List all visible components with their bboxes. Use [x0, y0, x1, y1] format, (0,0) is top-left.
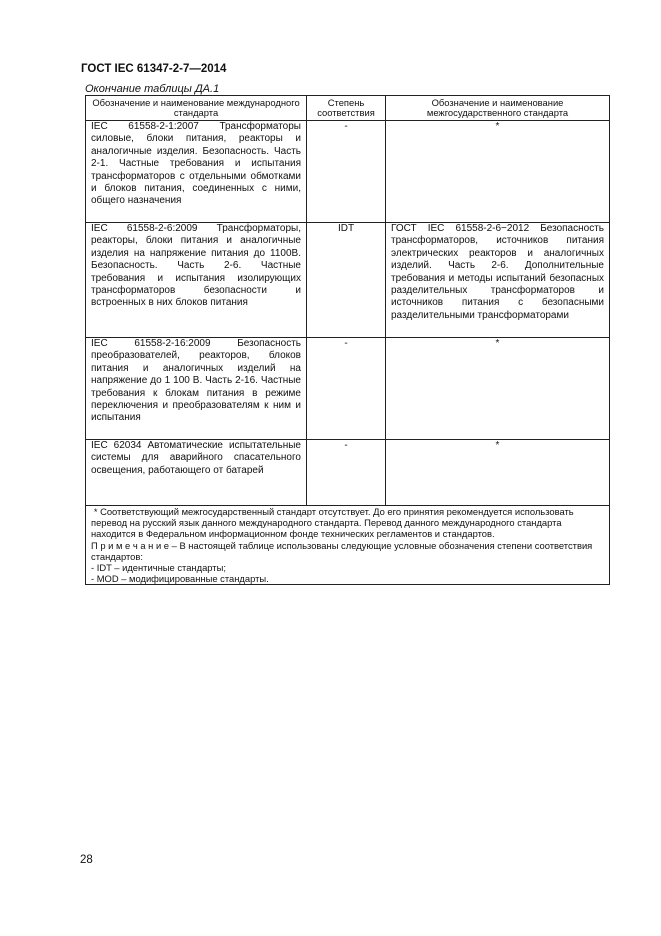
table-row [86, 338, 610, 440]
table-caption: Окончание таблицы ДА.1 [85, 83, 220, 95]
cell-interstate-standard: ГОСТ IEC 61558-2-6−2012 Безопасность трансформаторов, источников питания электрических реакторов и аналогичных изделий. Часть 2-6. Дополнительные требования и методы испытаний безопасных разделительных трансформаторов и источников питания с безопасными разделительными трансформаторами [386, 223, 610, 338]
table-notes-row [86, 506, 610, 585]
table-notes [86, 506, 610, 585]
cell-interstate-standard: * [386, 440, 610, 506]
column-header-interstate: Обозначение и наименование межгосударственного стандарта [386, 96, 610, 121]
table-row [86, 121, 610, 223]
cell-compliance-degree: IDT [307, 223, 386, 338]
cell-compliance-degree: - [307, 338, 386, 440]
column-header-international: Обозначение и наименование международного стандарта [86, 96, 307, 121]
cell-interstate-standard: * [386, 121, 610, 223]
footnote-text: * Соответствующий межгосударственный стандарт отсутствует. До его принятия рекомендуется использовать перевод на русский язык данного международного стандарта. Перевод данного международного стандарта находится в Федеральном информационном фонде технических регламентов и стандартов. [91, 506, 574, 540]
cell-international-standard: IEC 61558-2-6:2009 Трансформаторы, реакторы, блоки питания и аналогичные изделия на напряжение питания до 1100В. Безопасность. Часть 2-6. Частные требования и испытания изолирующих трансформаторов безопасности и встроенных в них блоков питания [86, 223, 307, 338]
table-header-row [86, 96, 610, 121]
cell-compliance-degree: - [307, 121, 386, 223]
table-row [86, 223, 610, 338]
page-number: 28 [80, 854, 93, 866]
note-intro: П р и м е ч а н и е – В настоящей таблице использованы следующие условные обозначения степени соответствия стандартов: [91, 539, 593, 562]
note-idt: - IDT – идентичные стандарты; [91, 562, 226, 574]
cell-international-standard: IEC 61558-2-1:2007 Трансформаторы силовые, блоки питания, реакторы и аналогичные изделия. Безопасность. Часть 2-1. Частные требования и испытания трансформаторов с отдельными обмотками и блоков питания, соединенных с ними, общего назначения [86, 121, 307, 223]
cell-interstate-standard: * [386, 338, 610, 440]
cell-international-standard: IEC 61558-2-16:2009 Безопасность преобразователей, реакторов, блоков питания и аналогичных изделий на напряжение до 1 100 В. Часть 2-16. Частные требования к блокам питания в режиме переключения и преобразователям к ним и испытания [86, 338, 307, 440]
cell-compliance-degree: - [307, 440, 386, 506]
cell-international-standard: IEC 62034 Автоматические испытательные системы для аварийного спасательного освещения, работающего от батарей [86, 440, 307, 506]
note-mod: - MOD – модифицированные стандарты. [91, 573, 269, 585]
column-header-degree: Степень соответствия [307, 96, 386, 121]
standards-correspondence-table [85, 95, 610, 585]
table-row [86, 440, 610, 506]
document-header: ГОСТ IEC 61347-2-7—2014 [81, 63, 227, 75]
